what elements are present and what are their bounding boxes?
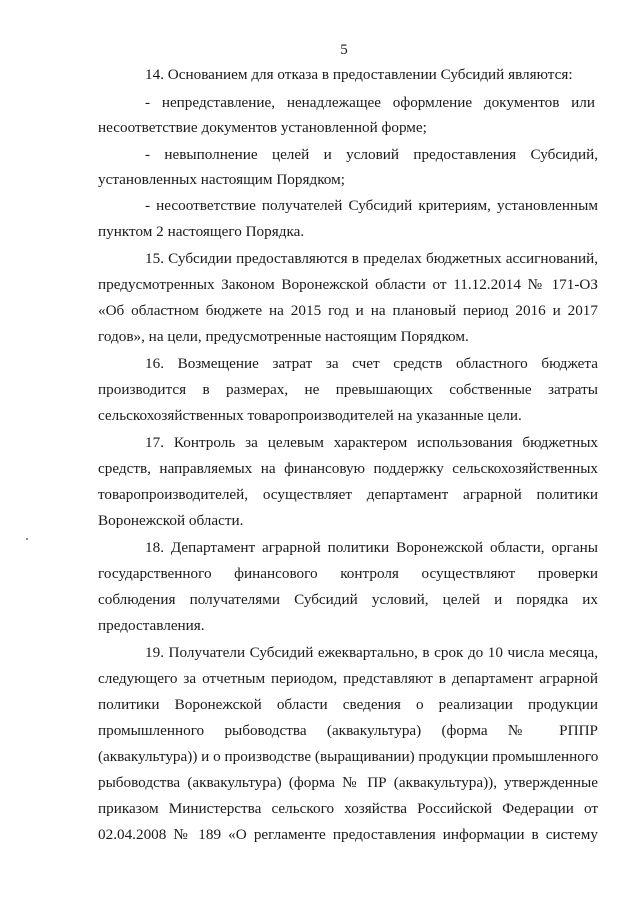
text-line: следующего за отчетным периодом, представляют в департамент аграрной [98, 670, 598, 687]
text-line: пунктом 2 настоящего Порядка. [98, 223, 305, 240]
text-line: 15. Субсидии предоставляются в пределах бюджетных ассигнований, [145, 250, 598, 267]
text-line: предусмотренных Законом Воронежской области от 11.12.2014 № 171-ОЗ [98, 276, 598, 293]
text-line: - невыполнение целей и условий предоставления Субсидий, [145, 146, 598, 163]
text-line: государственного финансового контроля осуществляют проверки [98, 565, 598, 582]
scan-speck [26, 538, 28, 540]
text-line: рыбоводства (аквакультура) (форма № ПР (аквакультура)), утвержденные [98, 774, 598, 791]
text-line: товаропроизводителей, осуществляет департамент аграрной политики [98, 486, 598, 503]
text-line: 16. Возмещение затрат за счет средств областного бюджета [145, 355, 598, 372]
text-line: соблюдения получателями Субсидий условий, целей и порядка их [98, 591, 598, 608]
text-line: несоответствие документов установленной форме; [98, 119, 427, 136]
text-line: установленных настоящим Порядком; [98, 171, 345, 188]
text-line: средств, направляемых на финансовую поддержку сельскохозяйственных [98, 460, 598, 477]
text-line: 14. Основанием для отказа в предоставлении Субсидий являются: [145, 66, 573, 83]
text-line: 19. Получатели Субсидий ежеквартально, в срок до 10 числа месяца, [145, 644, 598, 661]
text-line: 17. Контроль за целевым характером использования бюджетных [145, 434, 598, 451]
page-number: 5 [340, 42, 348, 58]
text-line: 02.04.2008 № 189 «О регламенте предоставления информации в систему [98, 826, 598, 843]
text-line: предоставления. [98, 617, 205, 634]
text-line: «Об областном бюджете на 2015 год и на плановый период 2016 и 2017 [98, 302, 598, 319]
text-line: Воронежской области. [98, 512, 244, 529]
text-line: сельскохозяйственных товаропроизводителей на указанные цели. [98, 407, 522, 424]
text-line: (аквакультура)) и о производстве (выращивании) продукции промышленного [98, 748, 599, 765]
text-line: приказом Министерства сельского хозяйства Российской Федерации от [98, 800, 598, 817]
text-line: 18. Департамент аграрной политики Воронежской области, органы [145, 539, 598, 556]
text-line: промышленного рыбоводства (аквакультура) (форма № РППР [98, 722, 598, 739]
text-line: годов», на цели, предусмотренные настоящим Порядком. [98, 328, 469, 345]
text-line: производится в размерах, не превышающих собственные затраты [98, 381, 598, 398]
text-line: - несоответствие получателей Субсидий критериям, установленным [145, 197, 598, 214]
text-line: политики Воронежской области сведения о реализации продукции [98, 696, 598, 713]
text-line: - непредставление, ненадлежащее оформление документов или [145, 94, 595, 111]
